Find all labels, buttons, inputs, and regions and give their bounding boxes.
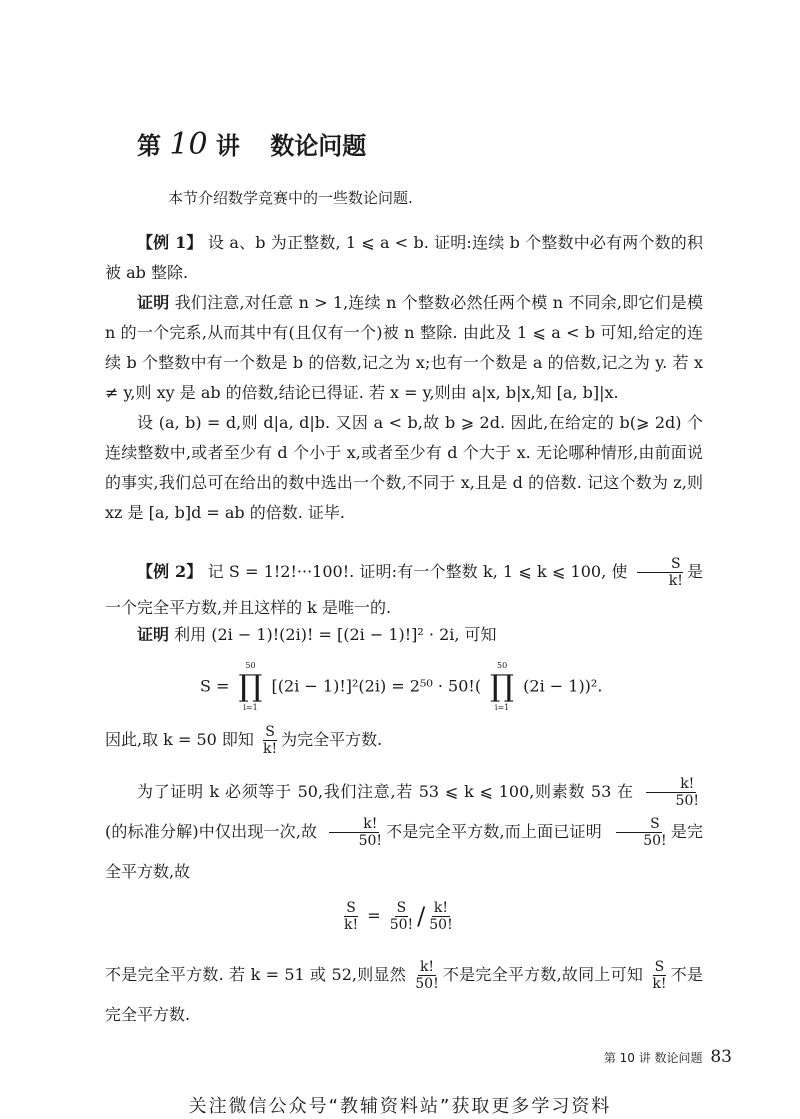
- intro-text: 本节介绍数学竞赛中的一些数论问题.: [168, 189, 413, 207]
- eq-mid-2: (2i − 1))².: [523, 676, 603, 696]
- product-symbol-2: 50 ∏ i=1: [490, 661, 515, 712]
- uniq-text-d: 是完全平方数,故: [105, 822, 704, 881]
- chapter-title: [137, 126, 366, 162]
- title-suffix: 讲: [215, 131, 240, 160]
- example-1-proof-p1: [105, 288, 703, 408]
- example-1-proof-p2: [105, 408, 703, 528]
- product-symbol-1: 50 ∏ i=1: [238, 661, 263, 712]
- title-name: 数论问题: [270, 131, 367, 160]
- final-text-a: 不是完全平方数. 若 k = 51 或 52,则显然: [105, 965, 406, 984]
- proof-1-continued: 设 (a, b) = d,则 d|a, d|b. 又因 a < b,故 b ⩾ 2d. 因此,在给定的 b(⩾ 2d) 个连续整数中,或者至少有 d 个小于 x,或者至少有 d 个大于 x. 无论哪种情形,由前面说的事实,我们总可在给出的数中选出一个数,不同于 x,且是 d 的倍数. 记这个数为 z,则 xz 是 [a, b]d = ab 的倍数. 证毕.: [105, 413, 703, 522]
- example-2-statement: [105, 554, 703, 626]
- final-text-c: 不是完全平方数.: [105, 965, 703, 1024]
- title-number: 10: [169, 127, 208, 162]
- fraction-k-over-50-3: $\frac{k!}{50!}$: [415, 959, 439, 992]
- fraction-S-over-k-3: $\frac{S}{k!}$: [652, 959, 667, 992]
- example-1-statement: [105, 228, 703, 288]
- example-2-label: 【例 2】: [137, 562, 203, 581]
- fraction-k-over-50-2: $\frac{k!}{50!}$: [325, 816, 384, 849]
- eq2-frac-3: $\frac{k!}{50!}$: [429, 900, 453, 933]
- final-text-b: 不是完全平方数,故同上可知: [442, 965, 644, 984]
- eq2-frac-2: $\frac{S}{50!}$: [389, 900, 414, 933]
- example-1-label: 【例 1】: [137, 233, 203, 252]
- eq2-frac-1: $\frac{S}{k!}$: [344, 900, 359, 933]
- example-2-text-b: 是一个完全平方数,并且这样的 k 是唯一的.: [105, 562, 703, 617]
- uniqueness-paragraph: [105, 772, 703, 892]
- proof-label-2: 证明: [137, 625, 170, 644]
- title-prefix: 第: [137, 131, 161, 160]
- proof-2-text: 利用 (2i − 1)!(2i)! = [(2i − 1)!]² · 2i, 可知: [174, 625, 497, 644]
- page-number: 83: [710, 1047, 732, 1067]
- eq-lhs: S =: [200, 676, 230, 696]
- equation-product: [200, 660, 602, 714]
- example-2-text-a: 记 S = 1!2!···100!. 证明:有一个整数 k, 1 ⩽ k ⩽ 100, 使: [207, 562, 628, 581]
- conclusion-line: [105, 722, 703, 758]
- page-footer: [604, 1047, 732, 1067]
- fraction-S-over-k-2: $\frac{S}{k!}$: [263, 724, 278, 757]
- fraction-S-over-50: $\frac{S}{50!}$: [609, 816, 668, 849]
- proof-label-1: 证明: [137, 293, 170, 312]
- eq-mid-1: [(2i − 1)!]²(2i) = 2⁵⁰ · 50!(: [271, 676, 482, 696]
- example-2-proof-line: [105, 620, 703, 650]
- conclusion-text-a: 因此,取 k = 50 即知: [105, 730, 254, 749]
- uniq-text-b: (的标准分解)中仅出现一次,故: [105, 822, 318, 841]
- example-1-text: 设 a、b 为正整数, 1 ⩽ a < b. 证明:连续 b 个整数中必有两个数的积被 ab 整除.: [105, 233, 703, 282]
- fraction-k-over-50: $\frac{k!}{50!}$: [642, 776, 701, 809]
- final-paragraph: [105, 955, 703, 1035]
- fraction-S-over-k: $\frac{S}{k!}$: [635, 556, 685, 589]
- footer-chapter: 第 10 讲 数论问题: [603, 1051, 703, 1065]
- proof-1-text: 我们注意,对任意 n > 1,连续 n 个整数必然任两个模 n 不同余,即它们是模 n 的一个完系,从而其中有(且仅有一个)被 n 整除. 由此及 1 ⩽ a < b 可知,给定的连续 b 个整数中有一个数是 b 的倍数,记之为 x;也有一个数是 a 的倍数,记之为 y. 若 x ≠ y,则 xy 是 ab 的倍数,结论已得证. 若 x = y,则由 a|x, b|x,知 [a, b]|x.: [105, 293, 703, 402]
- uniq-text-a: 为了证明 k 必须等于 50,我们注意,若 53 ⩽ k ⩽ 100,则素数 53 在: [137, 782, 634, 801]
- watermark-text: 关注微信公众号“教辅资料站”获取更多学习资料: [188, 1096, 612, 1117]
- equation-ratio: $\frac{S}{k!}$ = $\frac{S}{50!}$ / $\frac{k!}{50!}$: [344, 900, 453, 933]
- eq2-equals: =: [367, 906, 381, 925]
- uniq-text-c: 不是完全平方数,而上面已证明: [386, 822, 602, 841]
- conclusion-text-b: 为完全平方数.: [281, 730, 383, 749]
